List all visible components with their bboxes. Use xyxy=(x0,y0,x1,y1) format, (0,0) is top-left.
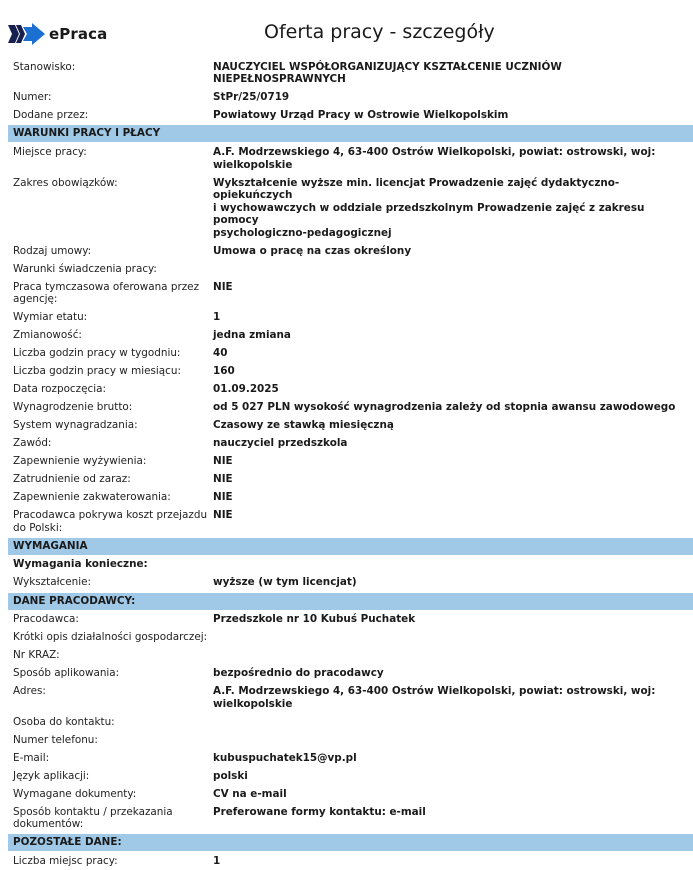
detail-label: Sposób aplikowania: xyxy=(13,667,120,680)
detail-row xyxy=(8,749,693,767)
detail-value: NIE xyxy=(213,280,233,293)
detail-value: NIE xyxy=(213,455,233,468)
detail-row xyxy=(8,611,693,629)
detail-value: polski xyxy=(213,769,248,782)
detail-label: Zatrudnienie od zaraz: xyxy=(13,473,131,486)
top-rows xyxy=(8,58,693,124)
detail-value: 160 xyxy=(213,365,235,378)
page-title: Oferta pracy - szczegóły xyxy=(264,21,495,43)
detail-label: Dodane przez: xyxy=(13,109,89,122)
detail-label: Zapewnienie wyżywienia: xyxy=(13,455,147,468)
detail-label: Pracodawca pokrywa koszt przejazdu do Polski: xyxy=(13,509,208,534)
detail-row xyxy=(8,683,693,713)
detail-row xyxy=(8,574,693,592)
detail-label: Warunki świadczenia pracy: xyxy=(13,262,157,275)
epraca-logo xyxy=(6,22,107,46)
warunki-rows xyxy=(8,143,693,536)
detail-value: jedna zmiana xyxy=(213,329,291,342)
detail-label: E-mail: xyxy=(13,751,50,764)
offer-details xyxy=(8,58,693,870)
detail-label: Zawód: xyxy=(13,437,52,450)
detail-value: bezpośrednio do pracodawcy xyxy=(213,667,384,680)
detail-row xyxy=(8,713,693,731)
detail-row xyxy=(8,852,693,870)
detail-value: Preferowane formy kontaktu: e-mail xyxy=(213,805,426,818)
detail-label: Wymagane dokumenty: xyxy=(13,787,137,800)
section-pozostale: POZOSTAŁE DANE: xyxy=(8,834,693,851)
pozostale-rows xyxy=(8,852,693,870)
detail-row xyxy=(8,260,693,278)
logo-text: ePraca xyxy=(49,25,108,43)
detail-row xyxy=(8,416,693,434)
detail-label: Data rozpoczęcia: xyxy=(13,383,106,396)
detail-row xyxy=(8,362,693,380)
detail-value: wyższe (w tym licencjat) xyxy=(213,576,357,589)
epraca-logo-icon xyxy=(6,22,46,46)
detail-row xyxy=(8,242,693,260)
detail-value: NAUCZYCIEL WSPÓŁORGANIZUJĄCY KSZTAŁCENIE UCZNIÓW NIEPEŁNOSPRAWNYCH xyxy=(213,60,562,86)
detail-value: Umowa o pracę na czas określony xyxy=(213,244,412,257)
detail-row xyxy=(8,785,693,803)
detail-row xyxy=(8,629,693,647)
section-pracodawca: DANE PRACODAWCY: xyxy=(8,593,693,610)
section-warunki: WARUNKI PRACY I PŁACY xyxy=(8,125,693,142)
detail-value: A.F. Modrzewskiego 4, 63-400 Ostrów Wielkopolski, powiat: ostrowski, woj: wielkopolskie xyxy=(213,685,656,710)
detail-label: Wymiar etatu: xyxy=(13,311,88,324)
detail-label: Miejsce pracy: xyxy=(13,146,87,159)
detail-row xyxy=(8,380,693,398)
detail-label: Liczba godzin pracy w miesiącu: xyxy=(13,365,181,378)
page-header xyxy=(0,0,693,56)
pracodawca-rows xyxy=(8,611,693,834)
detail-row xyxy=(8,731,693,749)
detail-value: nauczyciel przedszkola xyxy=(213,437,348,450)
detail-row xyxy=(8,278,693,308)
detail-label: Numer telefonu: xyxy=(13,733,98,746)
detail-label: Adres: xyxy=(13,685,46,698)
detail-value: 1 xyxy=(213,855,221,868)
detail-label: Liczba miejsc pracy: xyxy=(13,855,118,868)
detail-row xyxy=(8,434,693,452)
section-wymagania: WYMAGANIA xyxy=(8,538,693,555)
detail-value: Wykształcenie wyższe min. licencjat Prowadzenie zajęć dydaktyczno-opiekuńczych i wychowawczych w oddziale przedszkolnym Prowadzenie zajęć z zakresu pomocy psychologiczno-pedagogicznej xyxy=(213,176,645,239)
detail-row xyxy=(8,58,693,88)
detail-value: 40 xyxy=(213,347,228,360)
detail-label: Krótki opis działalności gospodarczej: xyxy=(13,631,208,644)
detail-value: Powiatowy Urząd Pracy w Ostrowie Wielkopolskim xyxy=(213,109,509,122)
detail-row xyxy=(8,143,693,173)
detail-row xyxy=(8,106,693,124)
detail-label: System wynagradzania: xyxy=(13,419,138,432)
detail-value: StPr/25/0719 xyxy=(213,91,290,104)
detail-row xyxy=(8,470,693,488)
wymagania-subheading: Wymagania konieczne: xyxy=(13,558,148,571)
detail-value: NIE xyxy=(213,491,233,504)
detail-label: Liczba godzin pracy w tygodniu: xyxy=(13,347,181,360)
detail-value: Przedszkole nr 10 Kubuś Puchatek xyxy=(213,613,416,626)
detail-label: Osoba do kontaktu: xyxy=(13,715,115,728)
detail-value: CV na e-mail xyxy=(213,787,287,800)
detail-value: 01.09.2025 xyxy=(213,383,279,396)
detail-row xyxy=(8,767,693,785)
detail-label: Sposób kontaktu / przekazania dokumentów: xyxy=(13,805,173,831)
detail-row xyxy=(8,803,693,833)
detail-label: Zapewnienie zakwaterowania: xyxy=(13,491,171,504)
detail-value: 1 xyxy=(213,311,221,324)
detail-row xyxy=(8,344,693,362)
detail-row xyxy=(8,452,693,470)
detail-row xyxy=(8,308,693,326)
detail-label: Praca tymczasowa oferowana przez agencję: xyxy=(13,280,200,306)
detail-row xyxy=(8,88,693,106)
detail-row xyxy=(8,488,693,506)
detail-label: Nr KRAZ: xyxy=(13,649,60,662)
detail-label: Pracodawca: xyxy=(13,613,79,626)
detail-row xyxy=(8,647,693,665)
detail-label: Zmianowość: xyxy=(13,329,82,342)
detail-row xyxy=(8,174,693,242)
detail-row xyxy=(8,326,693,344)
detail-label: Wykształcenie: xyxy=(13,576,91,589)
detail-label: Wynagrodzenie brutto: xyxy=(13,401,133,414)
detail-label: Język aplikacji: xyxy=(13,769,90,782)
detail-value: od 5 027 PLN wysokość wynagrodzenia zależy od stopnia awansu zawodowego xyxy=(213,401,676,414)
detail-row xyxy=(8,665,693,683)
detail-value: NIE xyxy=(213,473,233,486)
detail-value: A.F. Modrzewskiego 4, 63-400 Ostrów Wielkopolski, powiat: ostrowski, woj: wielkopolskie xyxy=(213,146,656,171)
detail-label: Stanowisko: xyxy=(13,60,76,73)
detail-row xyxy=(8,398,693,416)
detail-label: Zakres obowiązków: xyxy=(13,176,118,189)
detail-value: Czasowy ze stawką miesięczną xyxy=(213,419,394,432)
detail-label: Rodzaj umowy: xyxy=(13,244,92,257)
detail-row xyxy=(8,506,693,536)
detail-value: kubuspuchatek15@vp.pl xyxy=(213,751,357,764)
detail-value: NIE xyxy=(213,509,233,521)
detail-label: Numer: xyxy=(13,91,52,104)
wymagania-rows xyxy=(8,574,693,592)
